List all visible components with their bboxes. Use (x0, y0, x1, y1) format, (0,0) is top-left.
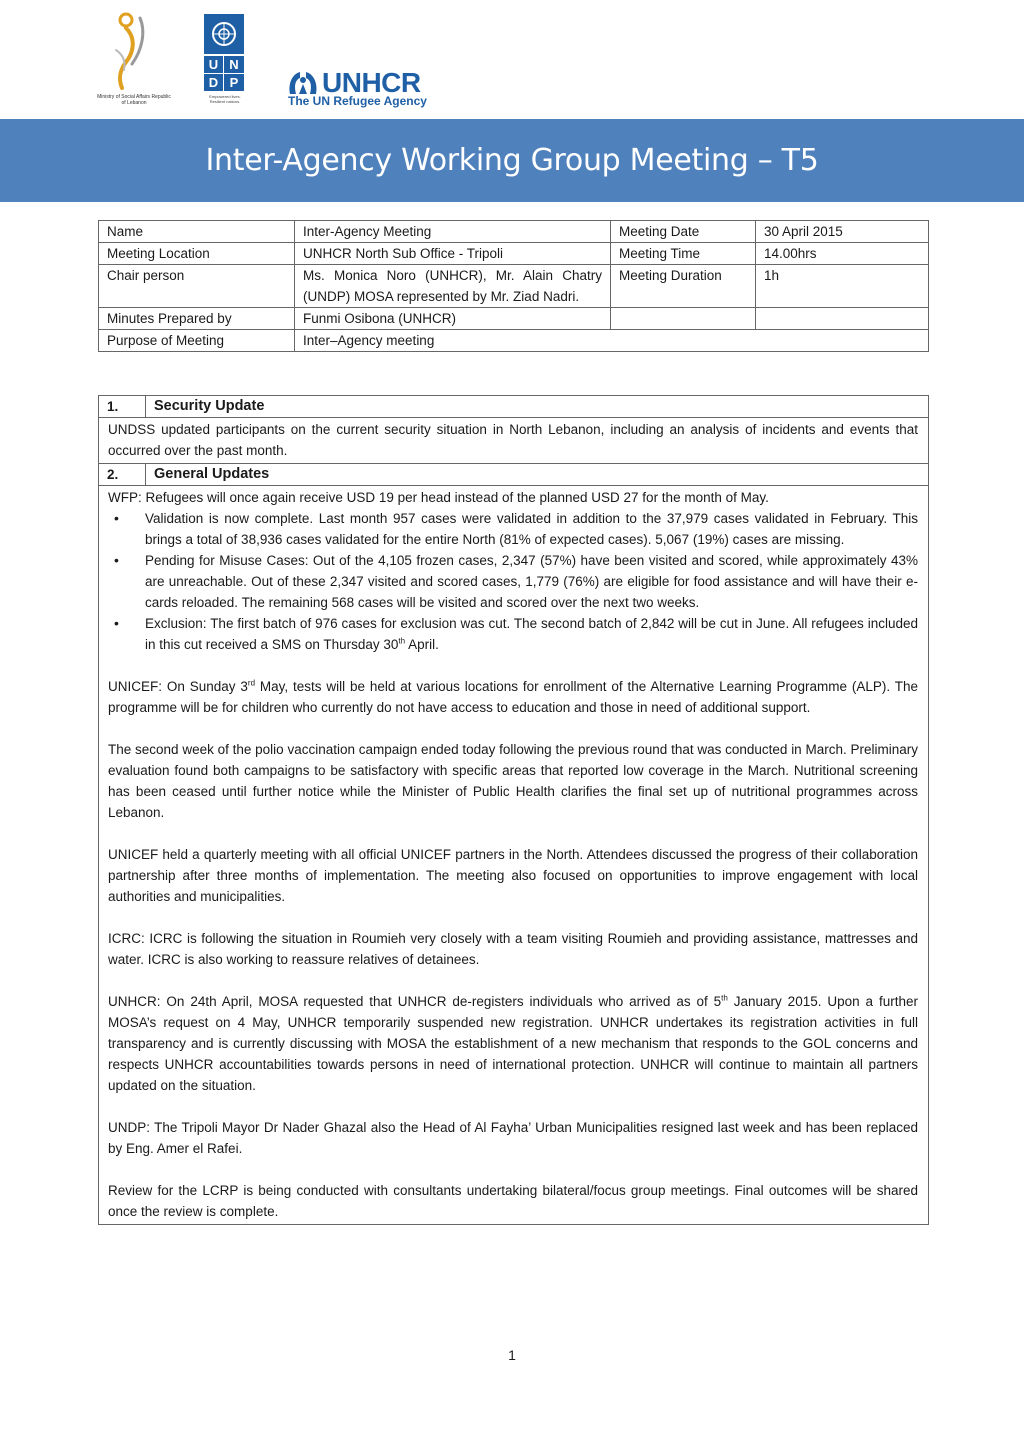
un-emblem-icon (204, 14, 244, 54)
unhcr-paragraph (108, 991, 918, 1096)
list-item: • Validation is now complete. Last month 957 cases were validated in addition to the 37,979 cases validated in February. This brings a total of 38,936 cases validated for the entire North (81% of expected cases). 5,067 (19%) cases are missing. (108, 508, 918, 550)
ordinal-suffix: rd (247, 678, 256, 688)
header-logos (96, 10, 456, 118)
polio-paragraph: The second week of the polio vaccination campaign ended today following the previous round that was conducted in March. Preliminary evaluation found both campaigns to be satisfactory with specific areas that reported low coverage in the March. Nutritional screening has been ceased until further notice while the Minister of Public Health clarifies the final set up of nutritional programmes across Lebanon. (108, 742, 918, 820)
list-item: • Pending for Misuse Cases: Out of the 4,105 frozen cases, 2,347 (57%) have been visited and scored, while approximately 43% are unreachable. Out of these 2,347 visited and scored cases, 1,779 (76%) are eligible for food assistance and will have their e-cards reloaded. The remaining 568 cases will be visited and scored over the next two weeks. (108, 550, 918, 613)
info-label: Meeting Duration (611, 265, 756, 308)
undp-letter: N (224, 56, 244, 74)
info-value: Inter-Agency Meeting (295, 221, 611, 243)
section-title: Security Update (146, 396, 929, 418)
section-title: General Updates (146, 464, 929, 486)
section-header-row (99, 396, 929, 418)
title-banner (0, 119, 1024, 202)
unicef-text-end: May, tests will be held at various locations for enrollment of the Alternative Learning Programme (ALP). The programme will be for children who currently do not have access to education and those in need of additional support. (108, 679, 919, 715)
info-label (611, 308, 756, 330)
info-value: Funmi Osibona (UNHCR) (295, 308, 611, 330)
unicef-paragraph (108, 676, 918, 718)
mosa-logo (96, 10, 172, 114)
info-value: 1h (756, 265, 929, 308)
section-body-row (99, 486, 929, 1225)
info-label: Minutes Prepared by (99, 308, 295, 330)
undp-letter: D (204, 74, 224, 91)
undp-logo (204, 14, 246, 118)
info-label: Meeting Time (611, 243, 756, 265)
section-header-row (99, 464, 929, 486)
undp-caption: Empowered lives. Resilient nations. (209, 94, 241, 104)
info-value: Ms. Monica Noro (UNHCR), Mr. Alain Chatry (UNDP) MOSA represented by Mr. Ziad Nadri. (295, 265, 611, 308)
lcrp-paragraph: Review for the LCRP is being conducted with consultants undertaking bilateral/focus group meetings. Final outcomes will be shared once the review is complete. (108, 1183, 918, 1219)
undp-letters (204, 56, 244, 91)
wfp-bullet-list (108, 508, 918, 655)
wfp-intro: WFP: Refugees will once again receive USD 19 per head instead of the planned USD 27 for the month of May. (108, 490, 769, 505)
table-row (99, 221, 929, 243)
table-row (99, 308, 929, 330)
security-update-text: UNDSS updated participants on the current security situation in North Lebanon, including an analysis of incidents and events that occurred over the past month. (108, 422, 918, 458)
list-item (108, 613, 918, 655)
info-value: Inter–Agency meeting (295, 330, 929, 352)
section-number: 2. (99, 464, 146, 486)
unhcr-wordmark: UNHCR (322, 67, 421, 98)
ordinal-suffix: th (721, 993, 728, 1003)
info-label: Purpose of Meeting (99, 330, 295, 352)
undp-paragraph: UNDP: The Tripoli Mayor Dr Nader Ghazal also the Head of Al Fayha’ Urban Municipalities resigned last week and has been replaced by Eng. Amer el Rafei. (108, 1120, 918, 1156)
info-value (756, 308, 929, 330)
unhcr-logo (286, 68, 446, 108)
info-label: Name (99, 221, 295, 243)
table-row (99, 243, 929, 265)
info-label: Chair person (99, 265, 295, 308)
info-label: Meeting Location (99, 243, 295, 265)
section-body (99, 418, 929, 464)
section-body-row (99, 418, 929, 464)
info-value: UNHCR North Sub Office - Tripoli (295, 243, 611, 265)
mosa-figure-icon (96, 10, 172, 94)
table-row (99, 265, 929, 308)
exclusion-text-end: April. (405, 637, 439, 652)
unhcr-text-end: January 2015. Upon a further MOSA’s request on 4 May, UNHCR temporarily suspended new registration. UNHCR undertakes its registration activities in full transparency and is currently discussing with MOSA the establishment of a new mechanism that responds to the GOL concerns and respects UNHCR accountabilities towards persons in need of international protection. UNHCR will continue to maintain all partners updated on the situation. (108, 994, 918, 1093)
undp-letter: P (224, 74, 244, 91)
unicef-quarterly-paragraph: UNICEF held a quarterly meeting with all official UNICEF partners in the North. Attendees discussed the progress of their collaboration partnership after three months of implementation. The meeting also focused on opportunities to improve engagement with local authorities and municipalities. (108, 847, 918, 904)
page-number: 1 (508, 1347, 516, 1363)
ordinal-suffix: th (398, 636, 406, 646)
minutes-sections-table (98, 395, 929, 1225)
unhcr-text: UNHCR: On 24th April, MOSA requested that UNHCR de-registers individuals who arrived as of 5 (108, 994, 722, 1009)
undp-letter: U (204, 56, 224, 74)
exclusion-text: Exclusion: The first batch of 976 cases for exclusion was cut. The second batch of 2,842 will be cut in June. All refugees included in this cut received a SMS on Thursday 30 (145, 616, 918, 652)
unhcr-tagline: The UN Refugee Agency (288, 94, 427, 108)
meeting-info-table (98, 220, 929, 352)
section-number: 1. (99, 396, 146, 418)
icrc-paragraph: ICRC: ICRC is following the situation in Roumieh very closely with a team visiting Roumieh and providing assistance, mattresses and water. ICRC is also working to reassure relatives of detainees. (108, 931, 918, 967)
unicef-text: UNICEF: On Sunday 3 (108, 679, 248, 694)
table-row (99, 330, 929, 352)
info-label: Meeting Date (611, 221, 756, 243)
info-value: 14.00hrs (756, 243, 929, 265)
page-title: Inter-Agency Working Group Meeting – T5 (205, 143, 819, 178)
mosa-caption: Ministry of Social Affairs Republic of Lebanon (97, 94, 171, 106)
section-body (99, 486, 929, 1225)
info-value: 30 April 2015 (756, 221, 929, 243)
